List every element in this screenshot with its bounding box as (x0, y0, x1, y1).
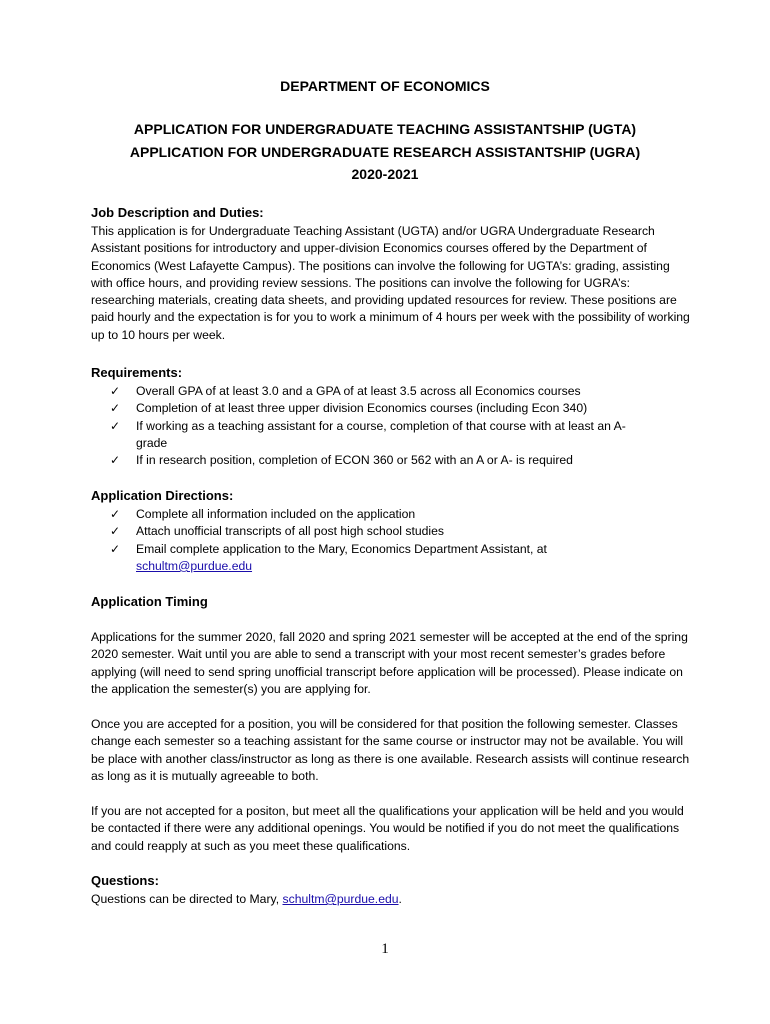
questions-heading: Questions: (91, 873, 159, 888)
check-icon: ✓ (110, 384, 121, 398)
directions-heading: Application Directions: (91, 488, 234, 503)
timing-heading: Application Timing (91, 594, 208, 609)
check-icon: ✓ (110, 524, 121, 539)
job-heading: Job Description and Duties: (91, 205, 264, 220)
page-number: 1 (381, 941, 389, 957)
requirement-item: ✓ If in research position, completion of ECON 360 or 562 with an A or A- is required (110, 452, 670, 469)
direction-item: ✓ Attach unofficial transcripts of all post high school studies (110, 523, 670, 540)
questions-email-link[interactable]: schultm@purdue.edu (282, 892, 399, 906)
requirement-item: ✓ Completion of at least three upper division Economics courses (including Econ 340) (110, 400, 670, 417)
check-icon: ✓ (110, 453, 121, 468)
questions-text: Questions can be directed to Mary, schultm@purdue.edu. (91, 892, 402, 906)
ugta-title: APPLICATION FOR UNDERGRADUATE TEACHING ASSISTANTSHIP (UGTA) (133, 121, 637, 137)
timing-paragraph-1: Applications for the summer 2020, fall 2020 and spring 2021 semester will be accepted at the end of the spring 2020 semester. Wait until you are able to send a transcript with your most recent semester’s grades before applying (will need to send spring unofficial transcript before application will be processed). Please indicate on the application the semester(s) you are applying for. (91, 630, 688, 696)
department-title: DEPARTMENT OF ECONOMICS (280, 78, 490, 94)
check-icon: ✓ (110, 541, 121, 556)
check-icon: ✓ (110, 401, 121, 416)
timing-paragraph-2: Once you are accepted for a position, you will be considered for that position the following semester. Classes change each semester so a teaching assistant for the same course or instructor may not be available. You will be place with another class/instructor as long as there is one available. Research assists will continue research as long as it is mutually agreeable to both. (91, 717, 690, 783)
ugra-title: APPLICATION FOR UNDERGRADUATE RESEARCH ASSISTANTSHIP (UGRA) (129, 144, 641, 160)
requirements-list (110, 383, 670, 469)
requirements-heading: Requirements: (91, 365, 183, 380)
requirement-item: ✓ Overall GPA of at least 3.0 and a GPA of at least 3.5 across all Economics courses (110, 383, 670, 400)
check-icon: ✓ (110, 507, 121, 521)
directions-email-link[interactable]: schultm@purdue.edu (136, 558, 253, 573)
job-description: This application is for Undergraduate Teaching Assistant (UGTA) and/or UGRA Undergraduate Research Assistant positions for introductory and upper-division Economics courses offered by the Department of Economics (West Lafayette Campus). The positions can involve the following for UGTA’s: grading, assisting with office hours, and providing review sessions. The positions can involve the following for UGRA’s: researching materials, creating data sheets, and providing updated resources for review. These positions are paid hourly and the expectation is for you to work a minimum of 4 hours per week with the possibility of working up to 10 hours per week. (91, 224, 690, 342)
check-icon: ✓ (110, 418, 121, 433)
year-title: 2020-2021 (351, 166, 419, 182)
direction-item: ✓ Complete all information included on the application (110, 506, 670, 523)
directions-list (110, 506, 670, 575)
timing-paragraph-3: If you are not accepted for a positon, but meet all the qualifications your application will be held and you would be contacted if there were any additional openings. You would be notified if you do not meet the qualifications and could reapply at such as you meet these qualifications. (91, 804, 684, 853)
requirement-item: ✓ If working as a teaching assistant for a course, completion of that course with at least an A-grade (110, 418, 626, 450)
direction-item: ✓ Email complete application to the Mary, Economics Department Assistant, at schultm@purdue.edu (110, 541, 547, 573)
